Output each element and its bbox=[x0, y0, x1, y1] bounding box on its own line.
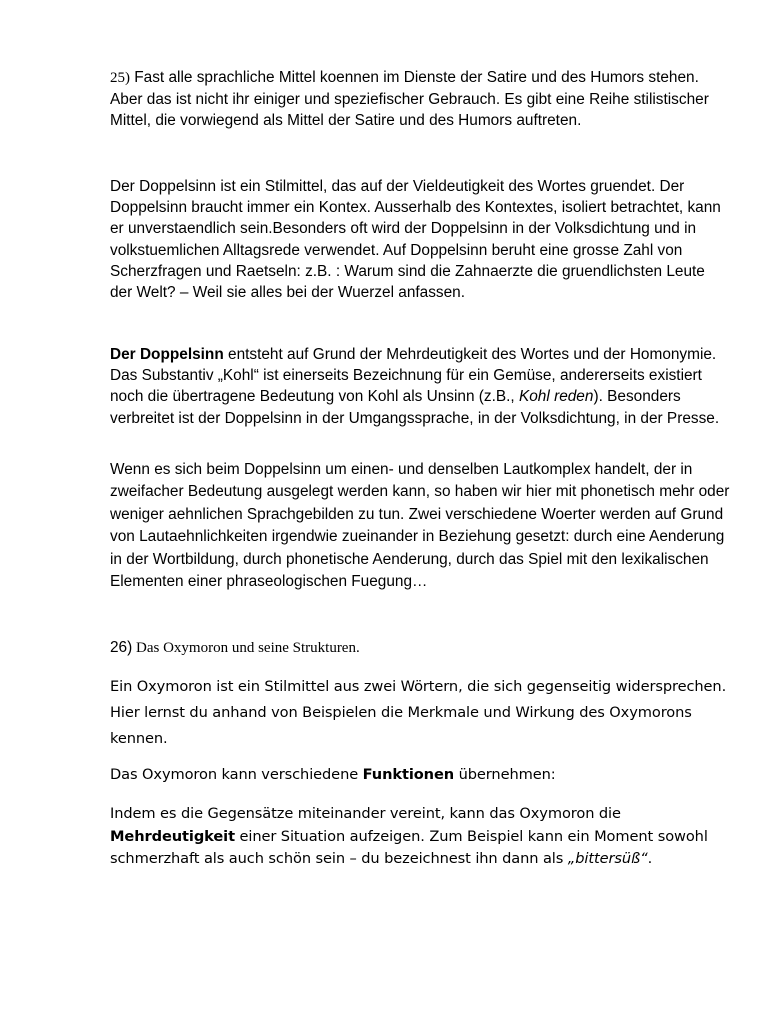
italic-example: Kohl reden bbox=[518, 388, 594, 406]
paragraph-text: . bbox=[647, 850, 653, 867]
paragraph-text: Indem es die Gegensätze miteinander vereint, kann das Oxymoron die bbox=[110, 805, 621, 822]
paragraph-text: übernehmen: bbox=[454, 766, 556, 783]
paragraph-oxymoron-example bbox=[110, 803, 730, 871]
section-number-25: 25) bbox=[110, 70, 130, 86]
paragraph-text: Das Oxymoron kann verschiedene bbox=[110, 766, 363, 783]
paragraph-lautkomplex: Wenn es sich beim Doppelsinn um einen- und denselben Lautkomplex handelt, der in zweifacher Bedeutung ausgelegt werden kann, so haben wir hier mit phonetisch mehr oder weniger aehnlichen Sprachgebilden zu tun. Zwei verschiedene Woerter werden auf Grund von Lautaehnlichkeiten irgendwie zueinander in Beziehung gesetzt: durch eine Aenderung in der Wortbildung, durch phonetische Aenderung, durch das Spiel mit den lexikalischen Elementen einer phraseologischen Fuegung… bbox=[110, 461, 730, 591]
section-title: Das Oxymoron und seine Strukturen. bbox=[132, 640, 360, 656]
paragraph-25-intro bbox=[110, 67, 730, 132]
paragraph-text: einer Situation aufzeigen. Zum Beispiel kann ein Moment sowohl schmerzhaft als auch schön sein – du bezeichnest ihn dann als bbox=[110, 827, 708, 867]
paragraph-text: Fast alle sprachliche Mittel koennen im Dienste der Satire und des Humors stehen. Aber das ist nicht ihr einiger und speziefischer Gebrauch. Es gibt eine Reihe stilistischer Mittel, die vorwiegend als Mittel der Satire und des Humors auftreten. bbox=[110, 69, 709, 130]
italic-example: „bittersüß“ bbox=[567, 850, 648, 867]
paragraph-doppelsinn-definition: Der Doppelsinn ist ein Stilmittel, das auf der Vieldeutigkeit des Wortes gruendet. Der Doppelsinn braucht immer ein Kontex. Ausserhalb des Kontextes, isoliert betrachtet, kann er unverstaendlich sein.Besonders oft wird der Doppelsinn in der Volksdichtung und in volkstuemlichen Alltagsrede verwendet. Auf Doppelsinn beruht eine grosse Zahl von Scherzfragen und Raetseln: z.B. : Warum sind die Zahnaerzte die gruendlichsten Leute der Welt? – Weil sie alles bei der Wuerzel anfassen. bbox=[110, 178, 721, 302]
bold-term: Der Doppelsinn bbox=[110, 346, 224, 363]
paragraph-oxymoron-functions bbox=[110, 762, 730, 788]
section-number-26: 26) bbox=[110, 639, 133, 656]
paragraph-text: entsteht auf Grund der Mehrdeutigkeit des Wortes und der Homonymie. Das Substantiv „Kohl“ ist einerseits Bezeichnung für ein Gemüse, andererseits existiert noch die übertragene Bedeutung von Kohl als Unsinn (z.B., bbox=[110, 346, 717, 406]
paragraph-text: ). Besonders verbreitet ist der Doppelsinn in der Umgangssprache, in der Volksdichtung, in der Presse. bbox=[110, 388, 720, 427]
paragraph-doppelsinn-kohl bbox=[110, 344, 730, 429]
paragraph-oxymoron-definition: Ein Oxymoron ist ein Stilmittel aus zwei Wörtern, die sich gegenseitig widersprechen. Hier lernst du anhand von Beispielen die Merkmale und Wirkung des Oxymorons kennen. bbox=[110, 678, 727, 747]
bold-term: Mehrdeutigkeit bbox=[110, 827, 235, 845]
section-26-heading bbox=[110, 637, 730, 659]
bold-term: Funktionen bbox=[362, 766, 455, 783]
